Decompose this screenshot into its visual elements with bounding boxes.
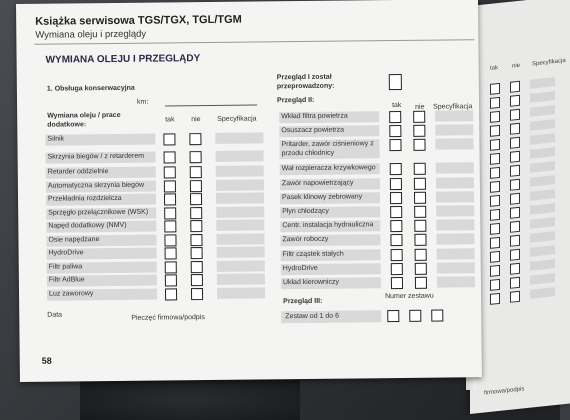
maintenance-row-label: Osie napędzane — [48, 235, 100, 244]
next-spec-field[interactable] — [530, 91, 555, 103]
review3-heading: Przegląd III: — [283, 297, 323, 306]
next-nie-checkbox[interactable] — [510, 249, 520, 261]
review2-heading: Przegląd II: — [276, 96, 315, 105]
row-nie-checkbox[interactable] — [190, 220, 202, 232]
next-spec-field[interactable] — [530, 189, 555, 201]
next-nie-checkbox[interactable] — [510, 137, 520, 149]
row-nie-checkbox[interactable] — [414, 220, 426, 232]
col-spec: Specyfikacja — [217, 115, 257, 123]
row-spec-field[interactable] — [217, 260, 265, 272]
review1-checkbox[interactable] — [389, 74, 402, 90]
row-nie-checkbox[interactable] — [414, 192, 426, 204]
row-spec-field[interactable] — [216, 192, 264, 204]
next-tak-label: tak — [490, 65, 499, 72]
review-row-label: Filtr cząstek stałych — [282, 250, 344, 258]
row-nie-checkbox[interactable] — [190, 193, 202, 205]
next-nie-checkbox[interactable] — [510, 291, 520, 303]
col-tak: tak — [165, 116, 175, 124]
row-nie-checkbox[interactable] — [414, 206, 426, 218]
row-spec-field[interactable] — [436, 219, 474, 230]
next-spec-field[interactable] — [530, 287, 555, 299]
next-nie-checkbox[interactable] — [510, 235, 520, 247]
next-spec-field[interactable] — [530, 217, 555, 229]
next-nie-checkbox[interactable] — [510, 165, 520, 177]
row-spec-field[interactable] — [217, 287, 265, 299]
review-row-label: Zawór roboczy — [282, 236, 329, 244]
next-tak-checkbox[interactable] — [490, 153, 500, 165]
next-nie-checkbox[interactable] — [510, 179, 520, 191]
next-spec-field[interactable] — [530, 203, 555, 215]
row-tak-checkbox[interactable] — [164, 234, 176, 246]
next-nie-label: nie — [512, 62, 521, 70]
next-tak-checkbox[interactable] — [490, 209, 500, 221]
set-checkbox-2[interactable] — [409, 310, 421, 322]
row-nie-checkbox[interactable] — [191, 261, 203, 273]
row-spec-field[interactable] — [437, 262, 475, 273]
row-tak-checkbox[interactable] — [165, 274, 177, 286]
next-tak-checkbox[interactable] — [490, 97, 500, 109]
next-stamp-label: firmowa/podpis — [484, 386, 525, 397]
left-page — [16, 0, 482, 382]
next-nie-checkbox[interactable] — [510, 263, 520, 275]
maintenance-row-label: HydroDrive — [48, 249, 84, 257]
review-row-label: Centr. instalacja hydrauliczna — [282, 221, 374, 230]
row-tak-checkbox[interactable] — [164, 151, 176, 163]
row-spec-field[interactable] — [217, 246, 265, 258]
next-tak-checkbox[interactable] — [490, 223, 500, 235]
row-spec-field[interactable] — [215, 132, 263, 144]
row-tak-checkbox[interactable] — [165, 288, 177, 300]
row-spec-field[interactable] — [216, 179, 264, 191]
row-nie-checkbox[interactable] — [415, 263, 427, 275]
row-tak-checkbox[interactable] — [163, 133, 175, 145]
next-spec-label: Specyfikacja — [532, 57, 566, 68]
row-tak-checkbox[interactable] — [389, 139, 401, 151]
row-spec-field[interactable] — [437, 248, 475, 259]
row-nie-checkbox[interactable] — [414, 234, 426, 246]
maintenance-row-label: Sprzęgło przełącznikowe (WSK) — [48, 208, 149, 217]
dashboard-console — [80, 380, 300, 420]
maintenance-row-label: Silnik — [47, 135, 65, 143]
km-input-line[interactable] — [165, 104, 257, 106]
review-row-label: Wał rozpieracza krzywkowego — [281, 164, 376, 173]
next-spec-field[interactable] — [530, 259, 555, 271]
date-label: Data — [47, 311, 63, 319]
row-tak-checkbox[interactable] — [165, 247, 177, 259]
row-nie-checkbox[interactable] — [191, 288, 203, 300]
maintenance-row-label: Filtr paliwa — [48, 262, 83, 271]
next-nie-checkbox[interactable] — [510, 193, 520, 205]
row-tak-checkbox[interactable] — [389, 111, 401, 123]
next-tak-checkbox[interactable] — [490, 279, 500, 291]
review-row-label: Pasek klinowy żebrowany — [282, 193, 363, 202]
next-tak-checkbox[interactable] — [490, 237, 500, 249]
r-col-nie: nie — [415, 103, 425, 111]
set-label: Zestaw od 1 do 6 — [285, 312, 340, 321]
set-checkbox-1[interactable] — [387, 310, 399, 322]
row-tak-checkbox[interactable] — [164, 193, 176, 205]
km-label: km: — [136, 98, 149, 106]
next-spec-field[interactable] — [530, 175, 555, 187]
row-nie-checkbox[interactable] — [191, 274, 203, 286]
row-nie-checkbox[interactable] — [190, 207, 202, 219]
next-tak-checkbox[interactable] — [490, 111, 500, 123]
next-spec-field[interactable] — [530, 231, 555, 243]
next-spec-field[interactable] — [530, 77, 555, 89]
review-row-label: HydroDrive — [282, 264, 318, 273]
maintenance-row-label: Luz zaworowy — [48, 289, 94, 298]
next-nie-checkbox[interactable] — [510, 151, 520, 163]
row-spec-field[interactable] — [435, 139, 473, 150]
next-nie-checkbox[interactable] — [510, 109, 520, 121]
next-tak-checkbox[interactable] — [490, 181, 500, 193]
next-nie-checkbox[interactable] — [510, 207, 520, 219]
row-nie-checkbox[interactable] — [191, 247, 203, 259]
next-spec-field[interactable] — [530, 161, 555, 173]
row-spec-field[interactable] — [216, 206, 264, 218]
next-tak-checkbox[interactable] — [490, 195, 500, 207]
maintenance-heading: 1. Obsługa konserwacyjna — [46, 84, 135, 93]
stamp-label: Pieczęć firmowa/podpis — [131, 314, 205, 322]
row-spec-field[interactable] — [437, 276, 475, 287]
next-spec-field[interactable] — [530, 273, 555, 285]
row-spec-field[interactable] — [216, 219, 264, 231]
review1-done-label: Przegląd I został przeprowadzony: — [276, 73, 335, 91]
row-spec-field[interactable] — [436, 177, 474, 188]
row-nie-checkbox[interactable] — [415, 277, 427, 289]
document-subtitle: Wymiana oleju i przeglądy — [35, 28, 147, 41]
row-tak-checkbox[interactable] — [390, 234, 402, 246]
row-nie-checkbox[interactable] — [190, 151, 202, 163]
row-spec-field[interactable] — [216, 150, 264, 162]
row-nie-checkbox[interactable] — [413, 125, 425, 137]
row-tak-checkbox[interactable] — [164, 207, 176, 219]
row-tak-checkbox[interactable] — [389, 125, 401, 137]
next-nie-checkbox[interactable] — [510, 123, 520, 135]
next-spec-field[interactable] — [530, 245, 555, 257]
row-tak-checkbox[interactable] — [164, 166, 176, 178]
row-tak-checkbox[interactable] — [391, 277, 403, 289]
maintenance-row-label: Przekładnia rozdzielcza — [48, 194, 122, 203]
row-nie-checkbox[interactable] — [413, 139, 425, 151]
row-tak-checkbox[interactable] — [391, 249, 403, 261]
next-spec-field[interactable] — [530, 119, 555, 131]
next-spec-field[interactable] — [530, 133, 555, 145]
row-tak-checkbox[interactable] — [164, 180, 176, 192]
right-page — [470, 0, 570, 414]
review-row-label: Wkład filtra powietrza — [281, 112, 348, 121]
next-spec-field[interactable] — [530, 105, 555, 117]
review-row-label: Układ kierowniczy — [282, 278, 339, 287]
row-nie-checkbox[interactable] — [413, 111, 425, 123]
next-nie-checkbox[interactable] — [510, 81, 520, 93]
col-nie: nie — [191, 116, 201, 124]
next-tak-checkbox[interactable] — [490, 293, 500, 305]
set-checkbox-3[interactable] — [431, 310, 443, 322]
row-tak-checkbox[interactable] — [391, 263, 403, 275]
set-number-label: Numer zestawu — [385, 292, 434, 301]
review-row-label: Płyn chłodzący — [282, 207, 329, 216]
review-row-label: Pritarder, zawór ciśnieniowy z przodu chłodnicy — [281, 140, 374, 158]
maintenance-row-label: Napęd dodatkowy (NMV) — [48, 221, 127, 230]
review-row-label: Osuszacz powietrza — [281, 126, 345, 135]
next-tak-checkbox[interactable] — [490, 251, 500, 263]
next-spec-field[interactable] — [530, 147, 555, 159]
maintenance-row-label: Retarder oddzielnie — [47, 168, 109, 176]
maintenance-row-label: Skrzynia biegów / z retarderem — [47, 152, 145, 161]
row-tak-checkbox[interactable] — [164, 220, 176, 232]
row-tak-checkbox[interactable] — [165, 261, 177, 273]
row-spec-field[interactable] — [436, 234, 474, 245]
row-nie-checkbox[interactable] — [414, 163, 426, 175]
next-tak-checkbox[interactable] — [490, 125, 500, 137]
row-tak-checkbox[interactable] — [390, 178, 402, 190]
row-nie-checkbox[interactable] — [190, 180, 202, 192]
r-col-tak: tak — [392, 101, 402, 110]
section-title: WYMIANA OLEJU I PRZEGLĄDY — [45, 53, 201, 66]
next-tak-checkbox[interactable] — [490, 265, 500, 277]
review-row-label: Zawór napowietrzający — [281, 179, 354, 187]
row-nie-checkbox[interactable] — [189, 133, 201, 145]
row-tak-checkbox[interactable] — [390, 192, 402, 204]
next-tak-checkbox[interactable] — [490, 139, 500, 151]
document-title: Książka serwisowa TGS/TGX, TGL/TGM — [35, 13, 242, 28]
row-spec-field[interactable] — [436, 205, 474, 216]
row-tak-checkbox[interactable] — [390, 206, 402, 218]
row-spec-field[interactable] — [435, 110, 473, 121]
page-number: 58 — [41, 355, 52, 366]
row-spec-field[interactable] — [435, 124, 473, 135]
next-tak-checkbox[interactable] — [490, 83, 500, 95]
row-spec-field[interactable] — [217, 273, 265, 285]
table-heading: Wymiana oleju / prace dodatkowe: — [47, 111, 121, 129]
r-col-spec: Specyfikacja — [433, 103, 473, 111]
maintenance-row-label: Filtr AdBlue — [48, 276, 85, 284]
maintenance-row-label: Automatyczna skrzynia biegów — [47, 181, 145, 190]
next-nie-checkbox[interactable] — [510, 95, 520, 107]
next-tak-checkbox[interactable] — [490, 167, 500, 179]
row-tak-checkbox[interactable] — [390, 220, 402, 232]
row-tak-checkbox[interactable] — [390, 163, 402, 175]
row-spec-field[interactable] — [216, 233, 264, 245]
row-spec-field[interactable] — [436, 163, 474, 174]
row-spec-field[interactable] — [216, 165, 264, 177]
next-nie-checkbox[interactable] — [510, 277, 520, 289]
row-nie-checkbox[interactable] — [415, 248, 427, 260]
row-nie-checkbox[interactable] — [190, 166, 202, 178]
row-nie-checkbox[interactable] — [414, 177, 426, 189]
next-nie-checkbox[interactable] — [510, 221, 520, 233]
row-spec-field[interactable] — [436, 191, 474, 202]
row-nie-checkbox[interactable] — [190, 234, 202, 246]
